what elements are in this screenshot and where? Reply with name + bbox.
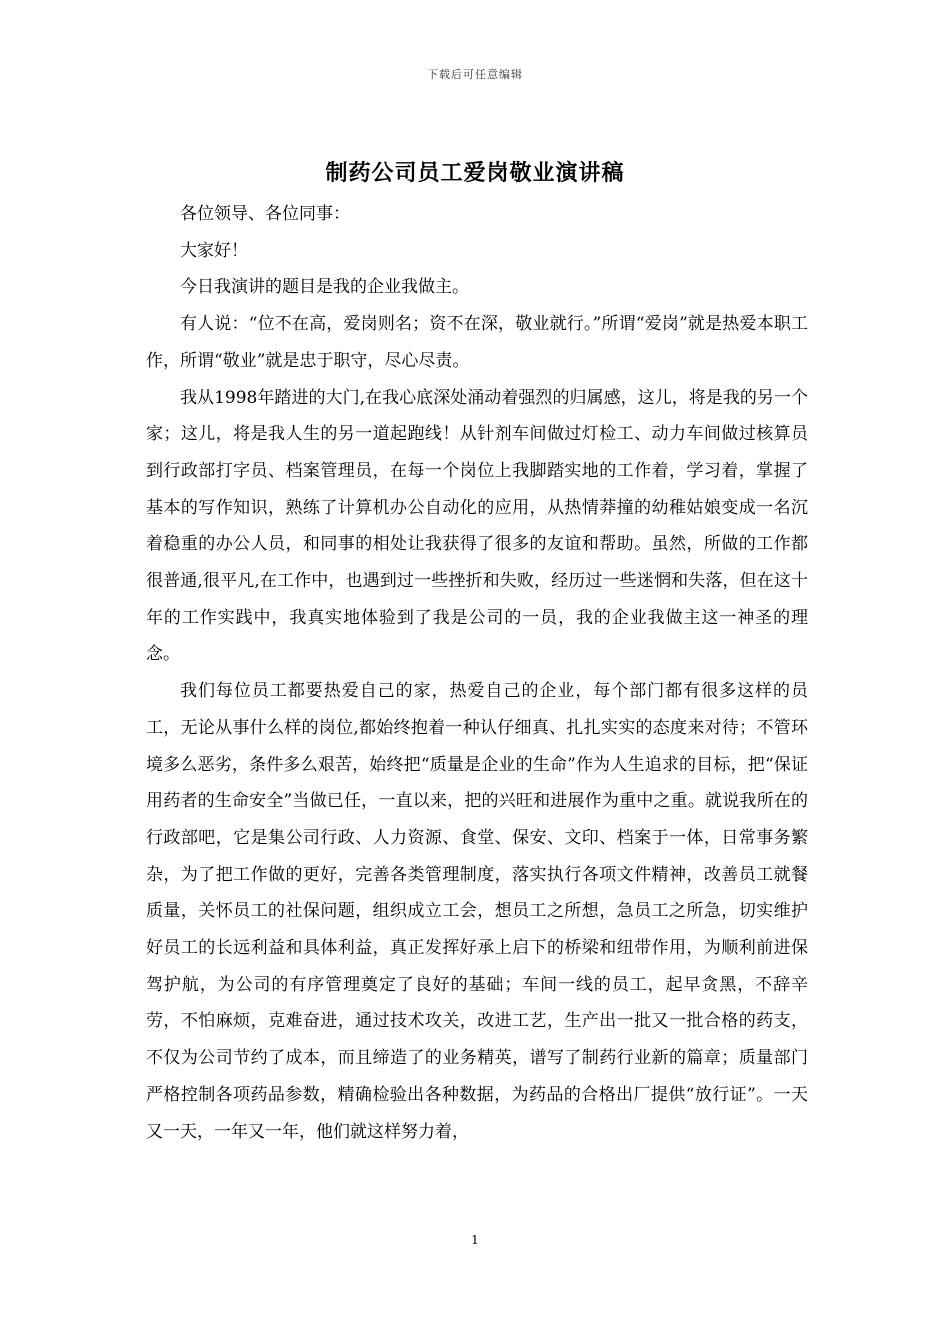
- document-body: [146, 196, 808, 1150]
- greeting-paragraph: 大家好！: [180, 240, 248, 261]
- salutation-paragraph: 各位领导、各位同事：: [180, 204, 350, 224]
- employees-paragraph: 我们每位员工都要热爱自己的家，热爱自己的企业，每个部门都有很多这样的员工，无论从事什么样的岗位,都始终抱着一种认仔细真、扎扎实实的态度来对待；不管环境多么恶劣，条件多么艰苦，始终把“质量是企业的生命”作为人生追求的目标，把“保证用药者的生命安全”当做已任，一直以来，把的兴旺和进展作为重中之重。就说我所在的行政部吧，它是集公司行政、人力资源、食堂、保安、文印、档案于一体，日常事务繁杂，为了把工作做的更好，完善各类管理制度，落实执行各项文件精神，改善员工就餐质量，关怀员工的社保问题，组织成立工会，想员工之所想，急员工之所急，切实维护好员工的长远利益和具体利益，真正发挥好承上启下的桥梁和纽带作用，为顺利前进保驾护航，为公司的有序管理奠定了良好的基础；车间一线的员工，起早贪黑，不辞辛劳，不怕麻烦，克难奋进，通过技术攻关，改进工艺，生产出一批又一批合格的药支，不仅为公司节约了成本，而且缔造了的业务精英，谱写了制药行业新的篇章；质量部门严格控制各项药品参数，精确检验出各种数据，为药品的合格出厂提供“放行证”。一天又一天，一年又一年，他们就这样努力着，: [146, 681, 808, 1142]
- document-title: 制药公司员工爱岗敬业演讲稿: [325, 160, 625, 186]
- experience-paragraph: 我从1998年踏进的大门,在我心底深处涌动着强烈的归属感，这儿，将是我的另一个家；这儿，将是我人生的另一道起跑线！从针剂车间做过灯检工、动力车间做过核算员到行政部打字员、档案管理员，在每一个岗位上我脚踏实地的工作着，学习着，掌握了基本的写作知识，熟练了计算机办公自动化的应用，从热情莽撞的幼稚姑娘变成一名沉着稳重的办公人员，和同事的相处让我获得了很多的友谊和帮助。虽然，所做的工作都很普通,很平凡,在工作中，也遇到过一些挫折和失败，经历过一些迷惘和失落，但在这十年的工作实践中，我真实地体验到了我是公司的一员，我的企业我做主这一神圣的理念。: [146, 387, 808, 665]
- definition-paragraph: 有人说：“位不在高，爱岗则名；资不在深，敬业就行。”所谓“爱岗”就是热爱本职工作，所谓“敬业”就是忠于职守，尽心尽责。: [146, 314, 808, 371]
- header-note: 下载后可任意编辑: [427, 68, 523, 81]
- topic-paragraph: 今日我演讲的题目是我的企业我做主。: [180, 277, 469, 298]
- page-number: 1: [471, 1233, 479, 1247]
